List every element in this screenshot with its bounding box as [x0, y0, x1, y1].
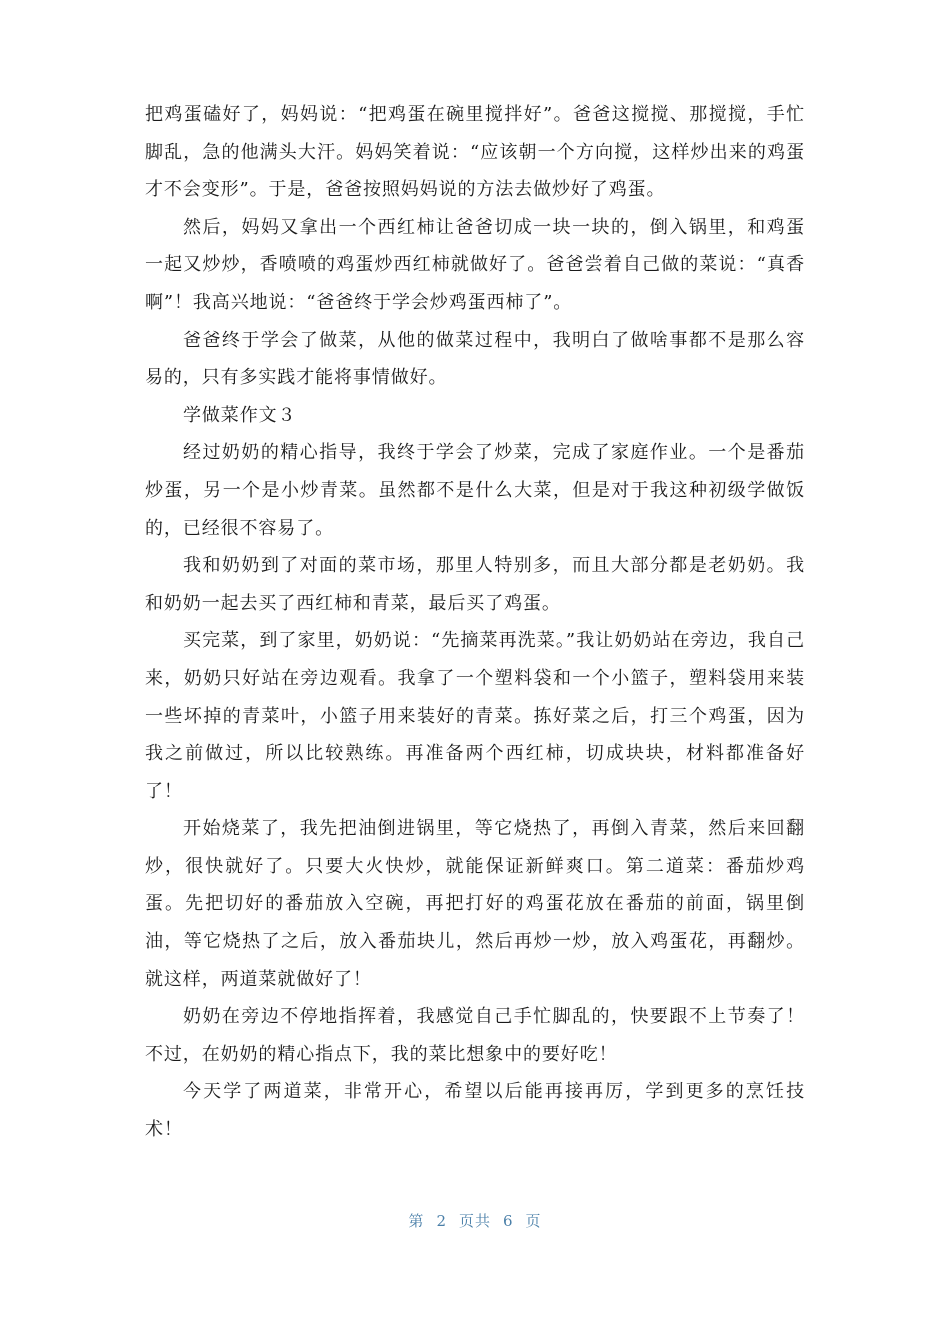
- document-body: [145, 96, 805, 1149]
- paragraph: 经过奶奶的精心指导，我终于学会了炒菜，完成了家庭作业。一个是番茄炒蛋，另一个是小炒青菜。虽然都不是什么大菜，但是对于我这种初级学做饭的，已经很不容易了。: [145, 442, 805, 539]
- page-footer: [0, 1210, 950, 1231]
- section-heading: 学做菜作文３: [183, 404, 297, 426]
- page-number: 2: [436, 1212, 447, 1230]
- page-middle: 页共: [458, 1212, 491, 1230]
- paragraph: 奶奶在旁边不停地指挥着，我感觉自己手忙脚乱的，快要跟不上节奏了！不过，在奶奶的精心指点下，我的菜比想象中的要好吃！: [145, 1006, 805, 1065]
- paragraph: 开始烧菜了，我先把油倒进锅里，等它烧热了，再倒入青菜，然后来回翻炒，很快就好了。只要大火快炒，就能保证新鲜爽口。第二道菜：番茄炒鸡蛋。先把切好的番茄放入空碗，再把打好的鸡蛋花放在番茄的前面，锅里倒油，等它烧热了之后，放入番茄块儿，然后再炒一炒，放入鸡蛋花，再翻炒。就这样，两道菜就做好了！: [145, 818, 805, 990]
- paragraph: 今天学了两道菜，非常开心，希望以后能再接再厉，学到更多的烹饪技术！: [145, 1081, 805, 1141]
- paragraph: 我和奶奶到了对面的菜市场，那里人特别多，而且大部分都是老奶奶。我和奶奶一起去买了西红柿和青菜，最后买了鸡蛋。: [145, 555, 805, 614]
- total-pages: 6: [503, 1212, 514, 1230]
- paragraph: 买完菜，到了家里，奶奶说：“先摘菜再洗菜。”我让奶奶站在旁边，我自己来，奶奶只好站在旁边观看。我拿了一个塑料袋和一个小篮子，塑料袋用来装一些坏掉的青菜叶，小篮子用来装好的青菜。拣好菜之后，打三个鸡蛋，因为我之前做过，所以比较熟练。再准备两个西红柿，切成块块，材料都准备好了！: [145, 630, 805, 802]
- paragraph: 然后，妈妈又拿出一个西红柿让爸爸切成一块一块的，倒入锅里，和鸡蛋一起又炒炒，香喷喷的鸡蛋炒西红柿就做好了。爸爸尝着自己做的菜说：“真香啊”！我高兴地说：“爸爸终于学会炒鸡蛋西柿了”。: [145, 216, 805, 313]
- page-prefix: 第: [408, 1212, 425, 1230]
- paragraph: 爸爸终于学会了做菜，从他的做菜过程中，我明白了做啥事都不是那么容易的，只有多实践才能将事情做好。: [145, 329, 805, 389]
- paragraph: 把鸡蛋磕好了，妈妈说：“把鸡蛋在碗里搅拌好”。爸爸这搅搅、那搅搅，手忙脚乱，急的他满头大汗。妈妈笑着说：“应该朝一个方向搅，这样炒出来的鸡蛋才不会变形”。于是，爸爸按照妈妈说的方法去做炒好了鸡蛋。: [145, 104, 805, 201]
- page-suffix: 页: [525, 1212, 542, 1230]
